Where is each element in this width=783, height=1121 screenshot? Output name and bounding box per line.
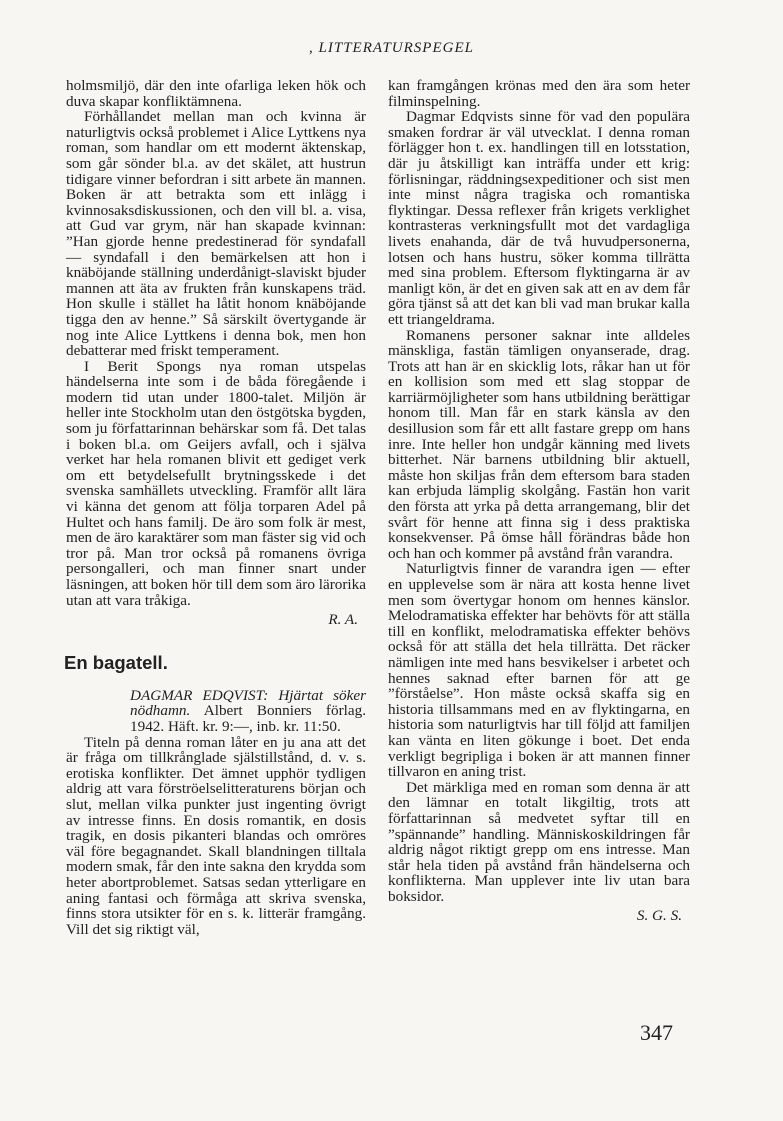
citation-author: DAGMAR EDQVIST: Hjärtat söker nödhamn. — [130, 686, 366, 720]
paragraph: Naturligtvis finner de varandra igen — efter en upplevelse som är nära att kosta henne livet men som övertygar honom om hennes känslor. Melodramatiska effekter har behövts för att ställa till en konflikt, melodramatiska effekter behövs också för att ställa det hela tillrätta. Det räcker nämligen inte med hans besvikelser i arbetet och hennes saknad efter barnen för att ge ”förståelse”. Hon måste också skaffa sig en historia tillsammans med en av flyktingarna, en historia som naturligtvis har till följd att familjen kan vänta en liten gökunge i boet. Det enda verkligt begripliga i boken är att mannen finner tillvaron en aning trist. — [388, 560, 690, 781]
paragraph: kan framgången krönas med den ära som heter filminspelning. — [388, 77, 690, 110]
paragraph: Dagmar Edqvists sinne för vad den populära smaken fordrar är väl utvecklat. I denna roman förlägger hon t. ex. handlingen till en lotsstation, där ju åtskilligt kan inträffa under ett krig: förlisningar, räddningsexpeditioner och sist men inte minst några tragiska och romantiska flyktingar. Dessa reflexer från krigets verklighet kontrasteras verkningsfullt mot det vardagliga livets enahanda, där de två huvudpersonerna, lotsen och hans hustru, söker komma tillrätta med sina problem. Eftersom flyktingarna är av manligt kön, är det en given sak att en av dem får göra tjänst så att det kan bli vad man brukar kalla ett triangeldrama. — [388, 108, 690, 328]
paragraph: Romanens personer saknar inte alldeles mänskliga, fastän tämligen onyanserade, drag. Trots att han är en skicklig lots, råkar han ut för en kollision som med ett slag stoppar de karriärmöjligheter som hans utbildning berättigar honom till. Man får en stark känsla av den desillusion som får ett allt fastare grepp om hans inre. Inte heller hon undgår känning med livets bitterhet. När barnens utbildning blir aktuell, måste hon skiljas från dem eftersom bara staden kan erbjuda lämplig skolgång. Fastän hon varit den första att yrka på detta arrangemang, blir det svårt för henne att finna sig i dess praktiska konsekvenser. På ömse håll förändras både hon och han och kommer på avstånd från varandra. — [388, 326, 690, 562]
running-header — [0, 40, 783, 57]
running-title: LITTERATURSPEGEL — [318, 40, 474, 56]
paragraph: I Berit Spongs nya roman utspelas händelserna inte som i de båda föregående i modern tid utan under 1800-talet. Miljön är heller inte Stockholm utan den östgötska bygden, som ju författarinnan behärskar som få. Det talas i boken bl.a. om Geijers avfall, och i själva verket har hela romanen blivit ett gediget verk om ett betydelsefullt brytningsskede i det svenska samhällets utveckling. Framför allt lära vi känna det genom att följa torparen Adel på Hultet och hans familj. De äro som folk är mest, men de äro karaktärer som man fäster sig vid och tror på. Man tror också på romanens övriga persongalleri, och man finner snart under läsningen, att boken hör till dem som äro lärorika utan att vara tråkiga. — [66, 357, 366, 609]
paragraph: holmsmiljö, där den inte ofarliga leken hök och duva skapar konfliktämnena. — [66, 77, 366, 110]
section-heading: En bagatell. — [64, 651, 168, 673]
paragraph: Det märkliga med en roman som denna är att den lämnar en totalt likgiltig, trots att författarinnan så medvetet syftar till en ”spännande” handling. Människoskildringen får aldrig något riktigt grepp om ens intresse. Man står hela tiden på avstånd från händelserna och konflikterna. Man upplever inte liv utan bara boksidor. — [388, 778, 690, 905]
signature: S. G. S. — [636, 907, 682, 925]
signature: R. A. — [328, 611, 358, 629]
paragraph: Titeln på denna roman låter en ju ana att det är fråga om tillkrånglade själstillstånd, d. v. s. erotiska konflikter. Det ämnet upphör tydligen aldrig att vara förströelselitteraturens början och slut, mellan vilka punkter just ingenting övrigt av intresse finns. En dosis romantik, en dosis tragik, en dosis pikanteri blandas och omröres väl före begagnandet. Skall blandningen tilltala modern smak, får den inte sakna den krydda som heter abortproblemet. Satsas sedan ytterligare en aning fantasi och förmåga att skriva svenska, finns stora utsikter för en s. k. litterär framgång. Vill det sig riktigt väl, — [66, 733, 366, 938]
book-citation — [66, 688, 366, 735]
page-number: 347 — [640, 1020, 673, 1045]
right-column — [388, 78, 690, 924]
citation-details: Albert Bonniers förlag. 1942. Häft. kr. 9:—, inb. kr. 11:50. — [130, 702, 366, 735]
paragraph: Förhållandet mellan man och kvinna är naturligtvis också problemet i Alice Lyttkens nya roman, som handlar om ett modernt äktenskap, som går sönder bl.a. av det skälet, att hustrun tidigare vinner befordran i sitt arbete än mannen. Boken är att betrakta som ett inlägg i kvinnosaksdiskussionen, och den vill bl. a. visa, att Gud var grym, när han skapade kvinnan: ”Han gjorde henne predestinerad för syndafall — syndafall i den bemärkelsen att hon i knäböjande ställning underdånigt-slaviskt bjuder mannen att äta av frukten från kunskapens träd. Hon skulle i stället ha låtit honom knäböjande tigga den av henne.” Så särskilt övertygande är nog inte Alice Lyttkens i denna bok, men hon debatterar med friskt temperament. — [66, 108, 366, 360]
left-column — [66, 78, 366, 937]
header-mark: , — [309, 40, 319, 56]
